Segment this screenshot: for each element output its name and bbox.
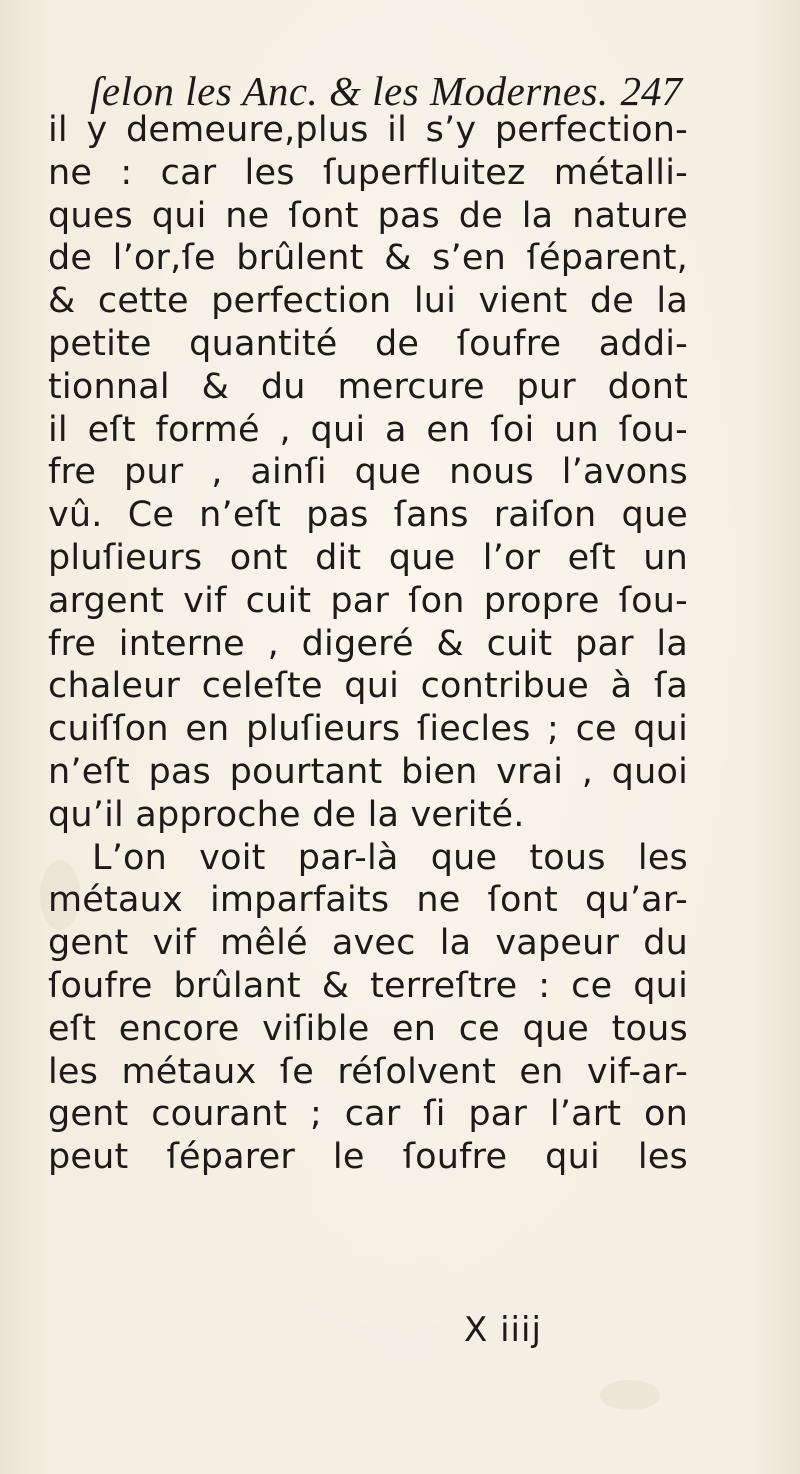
- text-line: qu’il approche de la verité.: [48, 794, 525, 835]
- text-line: chaleur celeſte qui contribue à ſa: [48, 666, 688, 707]
- text-line: gent vif mêlé avec la vapeur du: [48, 923, 688, 964]
- text-line: n’eſt pas pourtant bien vrai , quoi: [48, 751, 688, 792]
- text-line: eſt encore viſible en ce que tous: [48, 1008, 688, 1049]
- text-line: il eſt formé , qui a en ſoi un ſou-: [48, 409, 688, 450]
- page-number: 247: [620, 68, 682, 114]
- text-line: fre interne , digeré & cuit par la: [48, 623, 688, 664]
- text-line: gent courant ; car ſi par l’art on: [48, 1094, 688, 1135]
- text-line: ques qui ne ſont pas de la nature: [48, 195, 688, 236]
- text-line: & cette perfection lui vient de la: [48, 281, 688, 322]
- text-line: peut ſéparer le ſoufre qui les: [48, 1137, 688, 1178]
- text-body: [48, 109, 688, 1179]
- text-line: ne : car les ſuperfluitez métalli-: [48, 152, 688, 193]
- running-title: ſelon les Anc. & les Modernes.: [90, 68, 609, 114]
- text-line: fre pur , ainſi que nous l’avons: [48, 452, 688, 493]
- paragraph-first-line: L’on voit par-là que tous les: [92, 837, 688, 878]
- text-line: il y demeure,plus il s’y perfection-: [48, 110, 688, 150]
- text-line: vû. Ce n’eſt pas ſans raiſon que: [48, 495, 688, 536]
- text-line: cuiſſon en pluſieurs ſiecles ; ce qui: [48, 709, 688, 750]
- text-line: métaux imparfaits ne ſont qu’ar-: [48, 880, 688, 921]
- text-line: petite quantité de ſoufre addi-: [48, 323, 688, 364]
- text-line: pluſieurs ont dit que l’or eſt un: [48, 537, 688, 578]
- paper-stain: [600, 1380, 660, 1410]
- text-line: les métaux ſe réſolvent en vif-ar-: [48, 1051, 688, 1092]
- text-line: argent vif cuit par ſon propre ſou-: [48, 580, 688, 621]
- signature-mark: X iiij: [464, 1310, 542, 1350]
- text-line: ſoufre brûlant & terreſtre : ce qui: [48, 965, 688, 1006]
- text-line: tionnal & du mercure pur dont: [48, 366, 688, 407]
- text-line: de l’or,ſe brûlent & s’en ſéparent,: [48, 238, 688, 279]
